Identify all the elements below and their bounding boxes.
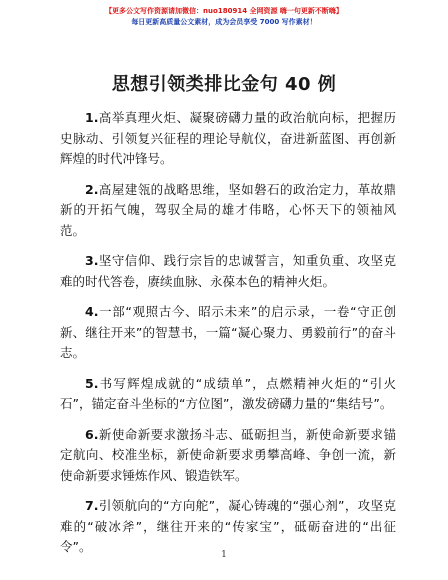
paragraph-text: 引领航向的“方向舵”，凝心铸魂的“强心剂”，攻坚克难的“破冰斧”，继往开来的“传家宝”，砥砺奋进的“出征令”。 [60,498,396,554]
paragraph-number: 6. [85,426,99,442]
promo-banner-line-1: 【更多公文写作资源请加微信：nuo180914 全网资源 嗨一句更新不断嗨】 [105,7,343,15]
paragraph-text: 书写辉煌成就的“成绩单”，点燃精神火炬的“引火石”，锚定奋斗坐标的“方位图”，激发磅礴力量的“集结号”。 [60,375,396,411]
document-title: 思想引领类排比金句 40 例 [111,74,337,95]
paragraph-number: 5. [85,375,99,391]
promo-banner [0,6,448,28]
paragraph [60,251,396,292]
paragraph-text: 坚守信仰、践行宗旨的忠诚誓言，知重负重、攻坚克难的时代答卷，赓续血脉、永葆本色的精神火炬。 [60,253,396,289]
page-number: 1 [221,550,227,560]
paragraph [60,180,396,242]
paragraph-text: 新使命新要求激扬斗志、砥砺担当，新使命新要求锚定航向、校准坐标，新使命新要求勇攀高峰、争创一流，新使命新要求锤炼作风、锻造铁军。 [60,426,396,483]
paragraph [60,302,396,364]
paragraph-number: 2. [85,181,99,197]
paragraph-number: 1. [85,110,99,125]
document-body [60,108,396,568]
paragraph [60,425,396,487]
paragraph-number: 4. [85,304,99,319]
paragraph-number: 7. [85,498,99,513]
paragraph-text: 一部“观照古今、昭示未来”的启示录，一卷“守正创新、继往开来”的智慧书，一篇“凝心聚力、勇毅前行”的奋斗志。 [60,304,396,360]
promo-banner-line-2: 每日更新高质量公文素材，成为会员享受 7000 写作素材！ [131,18,317,26]
paragraph-text: 高举真理火炬、凝聚磅礴力量的政治航向标，把握历史脉动、引领复兴征程的理论导航仪，奋进新蓝图、再创新辉煌的时代冲锋号。 [60,110,396,166]
paragraph-number: 3. [85,253,99,268]
paragraph [60,108,396,170]
paragraph [60,374,396,415]
paragraph-text: 高屋建瓴的战略思维，坚如磐石的政治定力，革故鼎新的开拓气魄，驾驭全局的雄才伟略，心怀天下的领袖风范。 [60,181,396,238]
paragraph [60,496,396,558]
